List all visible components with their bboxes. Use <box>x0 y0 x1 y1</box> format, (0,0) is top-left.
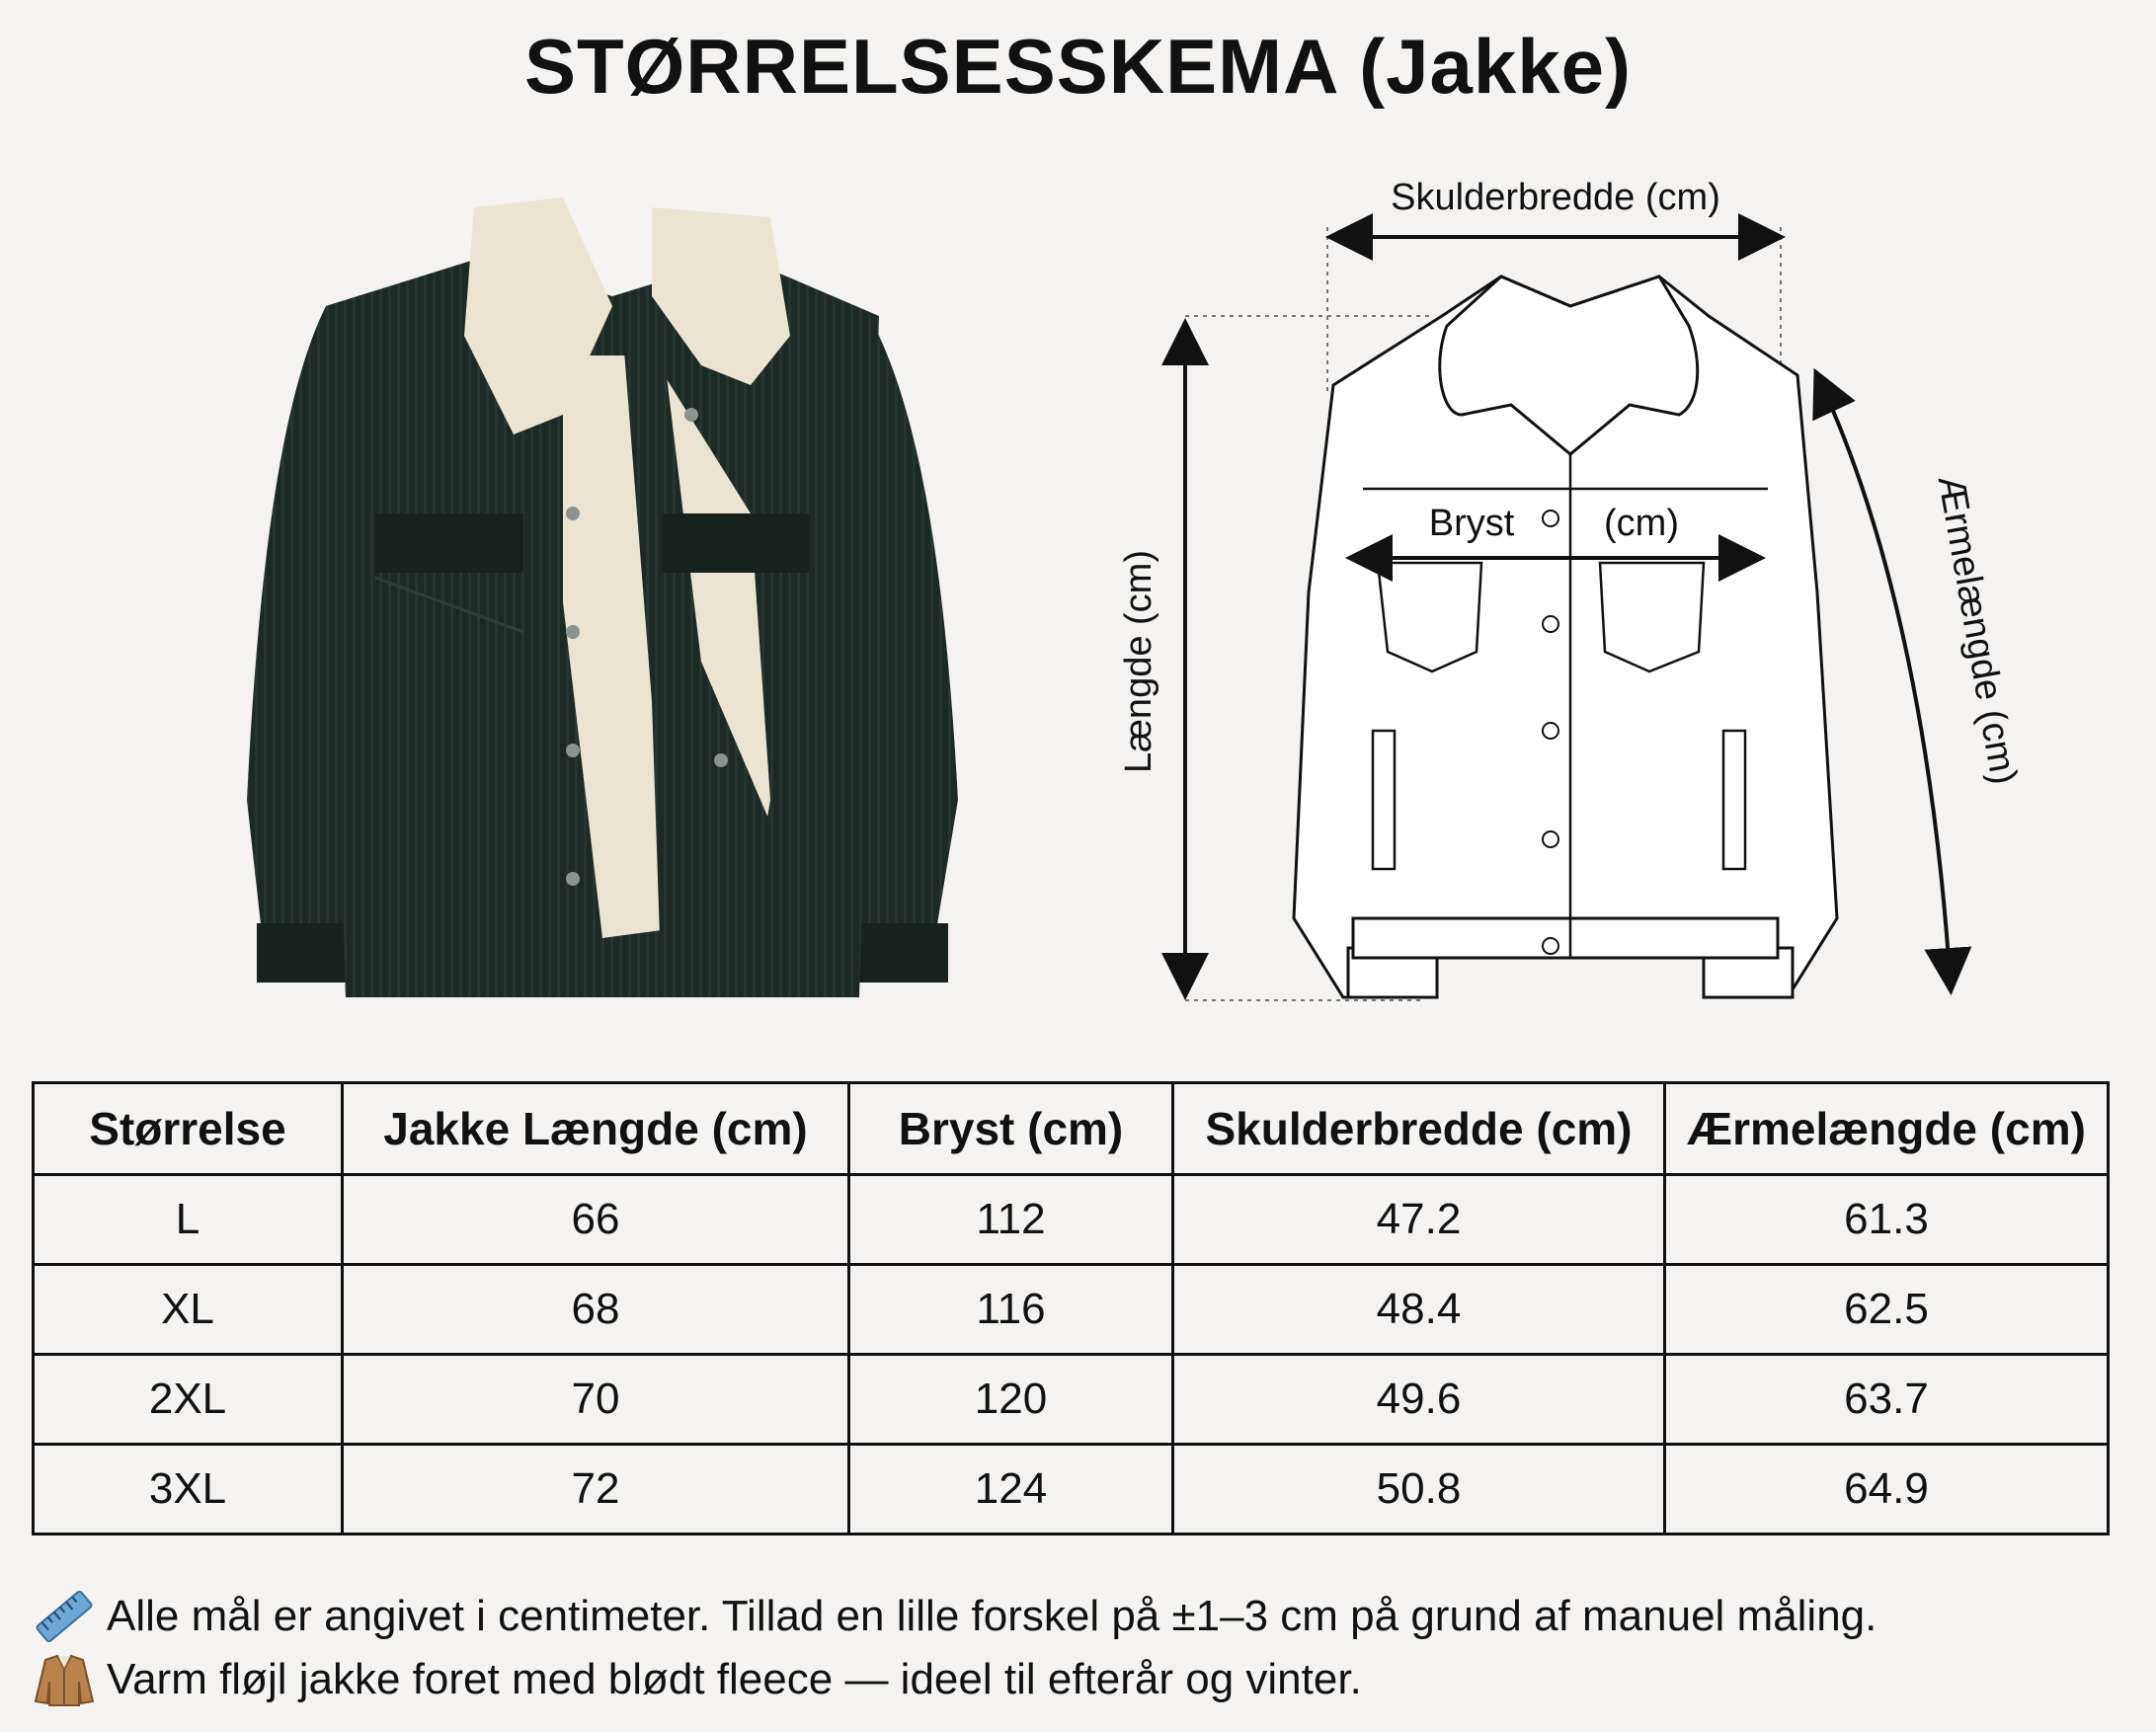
table-row <box>34 1175 2109 1265</box>
chest-label-left: Bryst <box>1428 503 1515 544</box>
ruler-icon <box>32 1589 97 1644</box>
table-cell: 3XL <box>34 1445 343 1535</box>
note-measurement <box>32 1585 2125 1648</box>
table-row <box>34 1265 2109 1355</box>
table-cell: 116 <box>849 1265 1173 1355</box>
table-header-row <box>34 1083 2109 1175</box>
table-cell: 64.9 <box>1665 1445 2109 1535</box>
page-title: STØRRELSESSKEMA (Jakke) <box>523 23 1633 110</box>
table-cell: XL <box>34 1265 343 1355</box>
table-cell: 50.8 <box>1173 1445 1665 1535</box>
table-row <box>34 1445 2109 1535</box>
chest-label-right: (cm) <box>1604 503 1679 544</box>
table-cell: 70 <box>343 1355 849 1445</box>
shoulder-width-label: Skulderbredde (cm) <box>1391 177 1720 218</box>
table-cell: 62.5 <box>1665 1265 2109 1355</box>
measurement-diagram <box>1106 168 2114 1037</box>
table-cell: 47.2 <box>1173 1175 1665 1265</box>
column-header-chest: Bryst (cm) <box>849 1083 1173 1175</box>
length-label: Længde (cm) <box>1118 550 1159 773</box>
table-cell: 72 <box>343 1445 849 1535</box>
note-material <box>32 1648 2125 1711</box>
table-cell: 48.4 <box>1173 1265 1665 1355</box>
table-cell: 61.3 <box>1665 1175 2109 1265</box>
jacket-photo <box>237 188 988 1017</box>
column-header-length: Jakke Længde (cm) <box>343 1083 849 1175</box>
sleeve-length-label: Ærmelængde (cm) <box>1929 472 2025 788</box>
table-row <box>34 1355 2109 1445</box>
notes <box>32 1585 2125 1711</box>
column-header-sleeve: Ærmelængde (cm) <box>1665 1083 2109 1175</box>
table-cell: 63.7 <box>1665 1355 2109 1445</box>
column-header-shoulder: Skulderbredde (cm) <box>1173 1083 1665 1175</box>
jacket-icon <box>32 1652 97 1707</box>
note-text: Varm fløjl jakke foret med blødt fleece — ideel til efterår og vinter. <box>107 1655 1362 1703</box>
table-cell: 66 <box>343 1175 849 1265</box>
column-header-size: Størrelse <box>34 1083 343 1175</box>
table-cell: 49.6 <box>1173 1355 1665 1445</box>
table-cell: 112 <box>849 1175 1173 1265</box>
table-cell: 68 <box>343 1265 849 1355</box>
size-table <box>32 1081 2110 1535</box>
table-cell: 120 <box>849 1355 1173 1445</box>
table-cell: L <box>34 1175 343 1265</box>
table-cell: 124 <box>849 1445 1173 1535</box>
table-cell: 2XL <box>34 1355 343 1445</box>
note-text: Alle mål er angivet i centimeter. Tillad en lille forskel på ±1–3 cm på grund af manuel måling. <box>107 1592 1877 1640</box>
